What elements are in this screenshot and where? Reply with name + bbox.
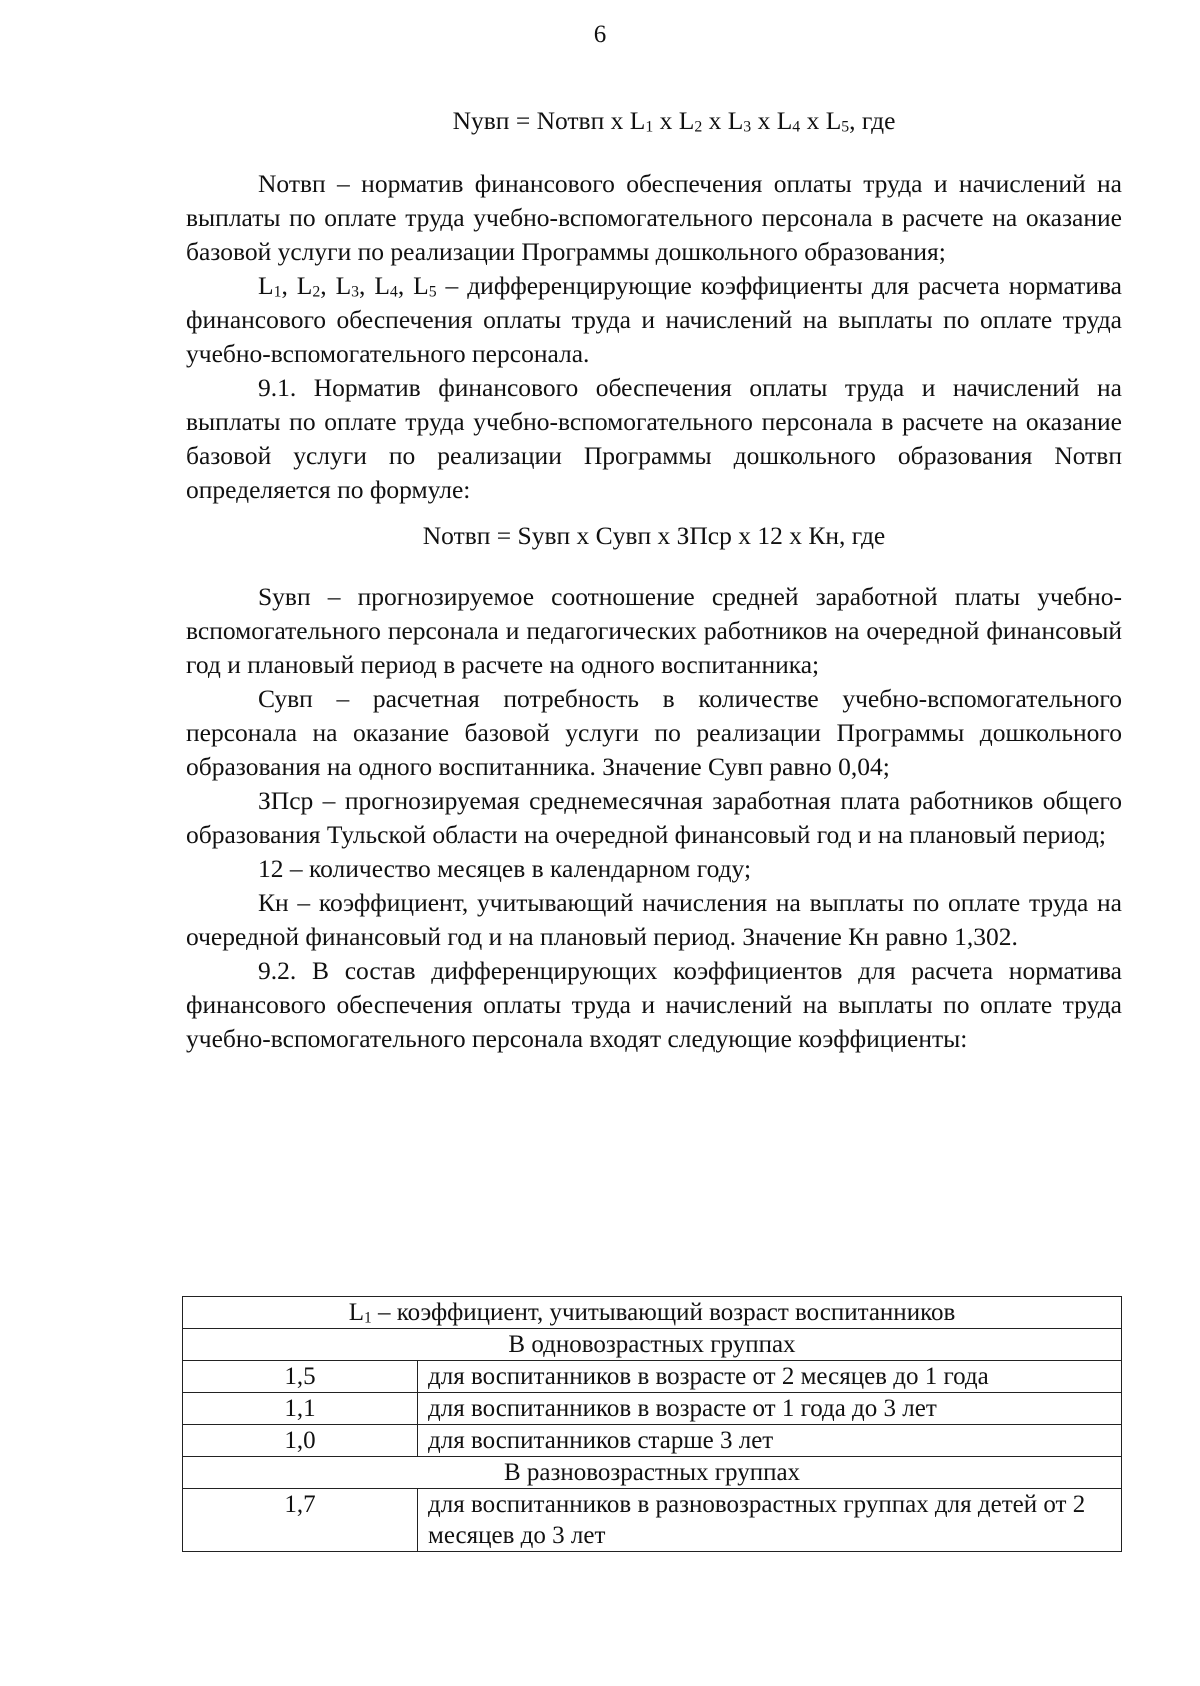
paragraph-9-1: 9.1. Норматив финансового обеспечения оплаты труда и начислений на выплаты по оплате труда учебно-вспомогательного персонала в расчете на оказание базовой услуги по реализации Программы дошкольного образования Nотвп определяется по формуле:	[186, 373, 1122, 504]
group-mixed-age: В разновозрастных группах	[183, 1457, 1122, 1489]
paragraph-suvp: Sувп – прогнозируемое соотношение средней заработной платы учебно-вспомогательного персонала и педагогических работников на очередной финансовый год и плановый период в расчете на одного воспитанника;	[186, 582, 1122, 679]
coefficient-table	[182, 1296, 1122, 1552]
table-row	[183, 1425, 1122, 1457]
formula-nuvp: Nувп = Nотвп x $L_1$ x $L_2$ x $L_3$ x $L_4$ x $L_5$, где	[452, 106, 896, 136]
paragraph-9-2: 9.2. В состав дифференцирующих коэффициентов для расчета норматива финансового обеспечения оплаты труда и начислений на выплаты по оплате труда учебно-вспомогательного персонала входят следующие коэффициенты:	[186, 956, 1122, 1053]
coef-value: 1,0	[183, 1425, 418, 1457]
paragraph-l-coefficients: $L_1$, $L_2$, $L_3$, $L_4$, $L_5$ – дифференцирующие коэффициенты для расчета норматива финансового обеспечения оплаты труда и начислений на выплаты по оплате труда учебно-вспомогательного персонала.	[186, 271, 1122, 368]
page-number: 6	[593, 21, 607, 48]
table-header-row	[183, 1297, 1122, 1329]
formula-notvp: Nотвп = Sувп x Cувп x ЗПср x 12 x Кн, где	[422, 521, 886, 550]
coef-value: 1,7	[183, 1489, 418, 1552]
coef-value: 1,5	[183, 1361, 418, 1393]
coef-description: для воспитанников старше 3 лет	[418, 1425, 1122, 1457]
group-same-age: В одновозрастных группах	[183, 1329, 1122, 1361]
paragraph-cuvp: Сувп – расчетная потребность в количестве учебно-вспомогательного персонала на оказание базовой услуги по реализации Программы дошкольного образования на одного воспитанника. Значение Сувп равно 0,04;	[186, 684, 1122, 781]
table-header-cell: $L_1$ – коэффициент, учитывающий возраст воспитанников	[183, 1297, 1122, 1329]
coef-value: 1,1	[183, 1393, 418, 1425]
table-row	[183, 1489, 1122, 1552]
table-row	[183, 1393, 1122, 1425]
table-group-row	[183, 1457, 1122, 1489]
coef-description: для воспитанников в возрасте от 2 месяцев до 1 года	[418, 1361, 1122, 1393]
coef-description: для воспитанников в возрасте от 1 года до 3 лет	[418, 1393, 1122, 1425]
coef-description: для воспитанников в разновозрастных группах для детей от 2 месяцев до 3 лет	[418, 1489, 1122, 1552]
table-row	[183, 1361, 1122, 1393]
paragraph-kn: Кн – коэффициент, учитывающий начисления на выплаты по оплате труда на очередной финансовый год и на плановый период. Значение Кн равно 1,302.	[186, 888, 1122, 951]
document-body	[186, 104, 1122, 1056]
paragraph-notvp-definition: Nотвп – норматив финансового обеспечения оплаты труда и начислений на выплаты по оплате труда учебно-вспомогательного персонала в расчете на оказание базовой услуги по реализации Программы дошкольного образования;	[186, 169, 1122, 266]
table-group-row	[183, 1329, 1122, 1361]
paragraph-zpsr: ЗПср – прогнозируемая среднемесячная заработная плата работников общего образования Тульской области на очередной финансовый год и на плановый период;	[186, 786, 1122, 849]
paragraph-12-months: 12 – количество месяцев в календарном году;	[258, 854, 752, 883]
